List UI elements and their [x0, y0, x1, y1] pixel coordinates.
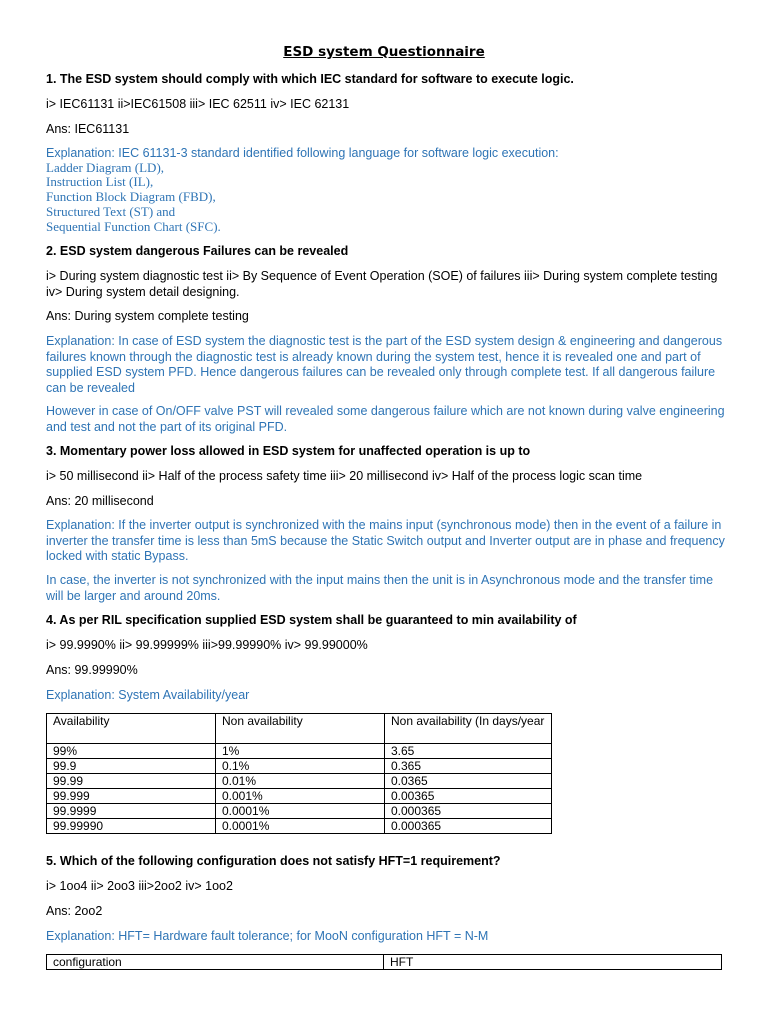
table-cell: 0.01%: [216, 774, 385, 789]
language-item: Instruction List (IL),: [46, 174, 154, 190]
table-header-cell: configuration: [47, 955, 384, 970]
table-cell: 99.99: [47, 774, 216, 789]
table-row: [47, 759, 552, 774]
table-cell: 3.65: [385, 744, 552, 759]
hft-table: [46, 954, 722, 970]
question-2-options: i> During system diagnostic test ii> By Sequence of Event Operation (SOE) of failures iii> During system complete testing iv> During system detail designing.: [46, 269, 718, 299]
table-row: [47, 744, 552, 759]
question-2: 2. ESD system dangerous Failures can be revealed: [46, 244, 349, 258]
table-header-cell: HFT: [384, 955, 722, 970]
table-cell: 0.000365: [385, 819, 552, 834]
question-2-answer: Ans: During system complete testing: [46, 309, 249, 323]
language-item: Structured Text (ST) and: [46, 203, 176, 219]
language-item: Ladder Diagram (LD),: [46, 159, 165, 175]
table-cell: 0.001%: [216, 789, 385, 804]
question-3-explanation-2: In case, the inverter is not synchronized with the input mains then the unit is in Asynchronous mode and the transfer time will be larger and around 20ms.: [46, 573, 714, 603]
question-3: 3. Momentary power loss allowed in ESD system for unaffected operation is up to: [46, 444, 531, 458]
table-cell: 1%: [216, 744, 385, 759]
table-cell: 0.1%: [216, 759, 385, 774]
question-1: 1. The ESD system should comply with which IEC standard for software to execute logic.: [46, 72, 574, 86]
table-cell: 0.0001%: [216, 804, 385, 819]
question-1-options: i> IEC61131 ii>IEC61508 iii> IEC 62511 iv> IEC 62131: [46, 97, 350, 111]
question-4-answer: Ans: 99.99990%: [46, 663, 138, 677]
language-item: Sequential Function Chart (SFC).: [46, 218, 221, 234]
document-title: ESD system Questionnaire: [283, 44, 485, 60]
table-cell: 0.0001%: [216, 819, 385, 834]
question-5: 5. Which of the following configuration does not satisfy HFT=1 requirement?: [46, 854, 501, 868]
table-cell: 99.999: [47, 789, 216, 804]
table-cell: 99.99990: [47, 819, 216, 834]
question-4-options: i> 99.9990% ii> 99.99999% iii>99.99990% iv> 99.99000%: [46, 638, 368, 652]
table-cell: 99.9: [47, 759, 216, 774]
table-cell: 99%: [47, 744, 216, 759]
table-header-cell: Non availability (In days/year: [385, 714, 552, 744]
question-2-explanation: Explanation: In case of ESD system the diagnostic test is the part of the ESD system design & engineering and dangerous failures known through the diagnostic test is already known during the system test, hence it is revealed one and part of supplied ESD system PFD. Hence dangerous failures can be revealed only through complete test. If all dangerous failure can be revealed: [46, 334, 723, 395]
explanation-intro: Explanation: IEC 61131-3 standard identified following language for software logic execution:: [46, 146, 559, 160]
table-header-row: [47, 714, 552, 744]
question-5-answer: Ans: 2oo2: [46, 904, 103, 918]
table-row: [47, 819, 552, 834]
table-header-cell: Availability: [47, 714, 216, 744]
table-row: [47, 774, 552, 789]
table-row: [47, 804, 552, 819]
question-4: 4. As per RIL specification supplied ESD system shall be guaranteed to min availability of: [46, 613, 577, 627]
language-item: Function Block Diagram (FBD),: [46, 189, 216, 205]
question-3-options: i> 50 millisecond ii> Half of the process safety time iii> 20 millisecond iv> Half of the process logic scan time: [46, 469, 643, 483]
question-3-answer: Ans: 20 millisecond: [46, 494, 154, 508]
question-2-explanation-2: However in case of On/OFF valve PST will revealed some dangerous failure which are not known during valve engineering and test and not the part of its original PFD.: [46, 404, 725, 434]
table-cell: 0.00365: [385, 789, 552, 804]
question-5-explanation: Explanation: HFT= Hardware fault tolerance; for MooN configuration HFT = N-M: [46, 929, 489, 943]
question-3-explanation: Explanation: If the inverter output is synchronized with the mains input (synchronous mode) then in the event of a failure in inverter the transfer time is less than 5mS because the Static Switch output and Inverter output are in phase and frequency locked with static Bypass.: [46, 518, 725, 563]
availability-table: [46, 713, 552, 834]
table-header-cell: Non availability: [216, 714, 385, 744]
table-cell: 0.365: [385, 759, 552, 774]
table-header-row: [47, 955, 722, 970]
question-1-explanation: [46, 146, 726, 234]
table-row: [47, 789, 552, 804]
table-cell: 0.0365: [385, 774, 552, 789]
question-4-explanation: Explanation: System Availability/year: [46, 688, 250, 702]
table-cell: 99.9999: [47, 804, 216, 819]
question-5-options: i> 1oo4 ii> 2oo3 iii>2oo2 iv> 1oo2: [46, 879, 233, 893]
question-1-answer: Ans: IEC61131: [46, 122, 130, 136]
table-cell: 0.000365: [385, 804, 552, 819]
